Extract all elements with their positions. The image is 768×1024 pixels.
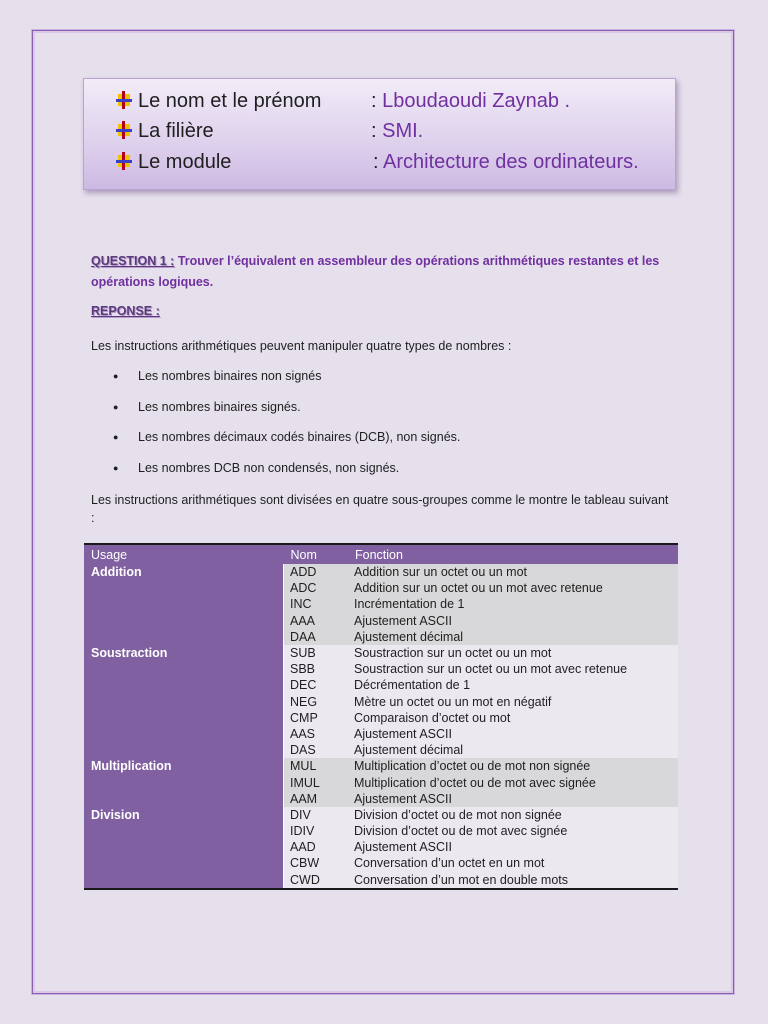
nom-cell: AAM (284, 791, 349, 807)
nom-cell: DAS (284, 742, 349, 758)
instructions-table (84, 543, 678, 890)
fonction-cell: Conversation d’un octet en un mot (348, 855, 678, 871)
nom-cell: AAD (284, 839, 349, 855)
fonction-cell: Ajustement décimal (348, 742, 678, 758)
info-label: Le module (138, 151, 232, 173)
info-line-name: Le nom et le prénom : Lboudaoudi Zaynab . (116, 88, 321, 114)
bullet-icon (116, 91, 134, 109)
nom-cell: DEC (284, 677, 349, 693)
nom-cell: MUL (284, 758, 349, 774)
bullet-icon (116, 121, 134, 139)
usage-cell: Soustraction (84, 645, 284, 758)
question-label: QUESTION 1 : (91, 254, 175, 268)
table-header-row (84, 544, 678, 564)
fonction-cell: Soustraction sur un octet ou un mot (348, 645, 678, 661)
nom-cell: ADC (284, 580, 349, 596)
info-value: Architecture des ordinateurs. (383, 151, 639, 173)
table-row (84, 564, 678, 580)
fonction-cell: Ajustement ASCII (348, 726, 678, 742)
list-item: ● Les nombres DCB non condensés, non signés. (113, 461, 400, 475)
table-row (84, 645, 678, 661)
table-row (84, 807, 678, 823)
nom-cell: CWD (284, 872, 349, 889)
fonction-cell: Ajustement ASCII (348, 791, 678, 807)
list-item: ● Les nombres décimaux codés binaires (DCB), non signés. (113, 430, 461, 444)
nom-cell: CMP (284, 710, 349, 726)
fonction-cell: Ajustement ASCII (348, 613, 678, 629)
nom-cell: DAA (284, 629, 349, 645)
fonction-cell: Division d’octet ou de mot avec signée (348, 823, 678, 839)
info-label: Le nom et le prénom (138, 90, 322, 112)
nom-cell: AAA (284, 613, 349, 629)
info-label: La filière (138, 120, 214, 142)
reponse-label: REPONSE : (91, 304, 160, 318)
nom-cell: SUB (284, 645, 349, 661)
list-item: ● Les nombres binaires signés. (113, 400, 301, 414)
fonction-cell: Décrémentation de 1 (348, 677, 678, 693)
nom-cell: AAS (284, 726, 349, 742)
nom-cell: ADD (284, 564, 349, 580)
fonction-cell: Addition sur un octet ou un mot avec retenue (348, 580, 678, 596)
usage-cell: Division (84, 807, 284, 889)
nom-cell: IDIV (284, 823, 349, 839)
nom-cell: NEG (284, 694, 349, 710)
fonction-cell: Division d’octet ou de mot non signée (348, 807, 678, 823)
fonction-cell: Addition sur un octet ou un mot (348, 564, 678, 580)
header-fonction: Fonction (348, 544, 678, 564)
fonction-cell: Incrémentation de 1 (348, 596, 678, 612)
intro-paragraph: Les instructions arithmétiques peuvent manipuler quatre types de nombres : (91, 339, 512, 353)
usage-cell: Addition (84, 564, 284, 645)
header-nom: Nom (284, 544, 349, 564)
usage-cell: Multiplication (84, 758, 284, 807)
info-value: Lboudaoudi Zaynab . (382, 90, 571, 112)
student-info-box (83, 78, 676, 190)
fonction-cell: Multiplication d’octet ou de mot non signée (348, 758, 678, 774)
fonction-cell: Soustraction sur un octet ou un mot avec retenue (348, 661, 678, 677)
nom-cell: DIV (284, 807, 349, 823)
fonction-cell: Mètre un octet ou un mot en négatif (348, 694, 678, 710)
question-text: Trouver l’équivalent en assembleur des opérations arithmétiques restantes et les opérations logiques. (91, 254, 660, 289)
table-intro-paragraph: Les instructions arithmétiques sont divisées en quatre sous-groupes comme le montre le tableau suivant : (91, 493, 669, 525)
question-1 (91, 251, 671, 293)
nom-cell: IMUL (284, 774, 349, 790)
info-value: SMI. (382, 120, 424, 142)
table-row (84, 758, 678, 774)
fonction-cell: Ajustement ASCII (348, 839, 678, 855)
fonction-cell: Comparaison d’octet ou mot (348, 710, 678, 726)
nom-cell: CBW (284, 855, 349, 871)
fonction-cell: Conversation d’un mot en double mots (348, 872, 678, 889)
bullet-icon (116, 152, 134, 170)
fonction-cell: Ajustement décimal (348, 629, 678, 645)
fonction-cell: Multiplication d’octet ou de mot avec signée (348, 774, 678, 790)
header-usage: Usage (84, 544, 284, 564)
nom-cell: INC (284, 596, 349, 612)
info-line-module: Le module : Architecture des ordinateurs. (116, 149, 231, 175)
info-line-filiere: La filière : SMI. (116, 118, 214, 144)
list-item: ● Les nombres binaires non signés (113, 369, 322, 383)
nom-cell: SBB (284, 661, 349, 677)
